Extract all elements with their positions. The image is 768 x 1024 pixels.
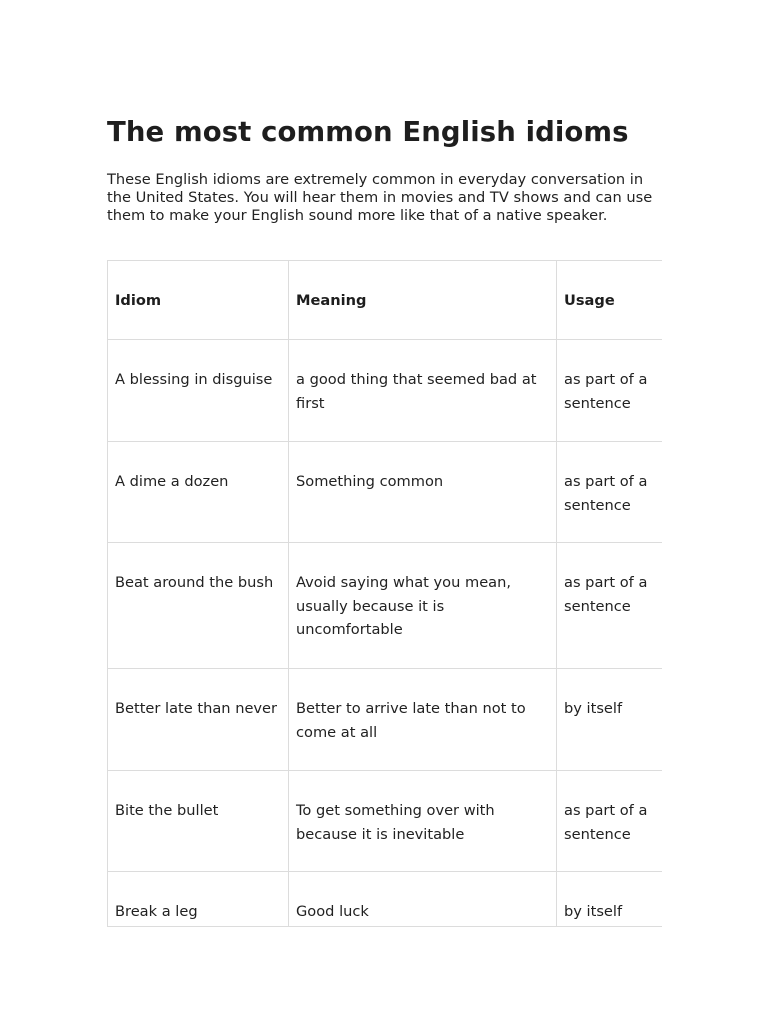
table-row — [108, 669, 663, 771]
table-row — [108, 872, 663, 928]
header-meaning: Meaning — [289, 261, 557, 340]
intro-paragraph: These English idioms are extremely common in everyday conversation in the United States. You will hear them in movies and TV shows and can use them to make your English sound more like that of a native speaker. — [107, 171, 653, 224]
usage-cell: as part of a sentence — [557, 340, 663, 442]
meaning-cell: Avoid saying what you mean, usually because it is uncomfortable — [289, 543, 557, 669]
idiom-cell: A blessing in disguise — [108, 340, 289, 442]
header-usage: Usage — [557, 261, 663, 340]
idiom-cell: A dime a dozen — [108, 442, 289, 543]
meaning-cell: Something common — [289, 442, 557, 543]
usage-cell: by itself — [557, 872, 663, 928]
table-row — [108, 543, 663, 669]
meaning-cell: Better to arrive late than not to come at all — [289, 669, 557, 771]
usage-cell: as part of a sentence — [557, 442, 663, 543]
table-header-row — [108, 261, 663, 340]
meaning-cell: Good luck — [289, 872, 557, 928]
table-row — [108, 442, 663, 543]
idiom-cell: Bite the bullet — [108, 771, 289, 872]
usage-cell: as part of a sentence — [557, 771, 663, 872]
page-title: The most common English idioms — [107, 116, 629, 148]
idioms-table — [107, 260, 662, 927]
idiom-cell: Beat around the bush — [108, 543, 289, 669]
usage-cell: by itself — [557, 669, 663, 771]
idioms-table-container — [107, 260, 662, 927]
idiom-cell: Better late than never — [108, 669, 289, 771]
meaning-cell: To get something over with because it is inevitable — [289, 771, 557, 872]
idiom-cell: Break a leg — [108, 872, 289, 928]
article — [107, 115, 662, 225]
meaning-cell: a good thing that seemed bad at first — [289, 340, 557, 442]
header-idiom: Idiom — [108, 261, 289, 340]
table-row — [108, 340, 663, 442]
table-row — [108, 771, 663, 872]
usage-cell: as part of a sentence — [557, 543, 663, 669]
